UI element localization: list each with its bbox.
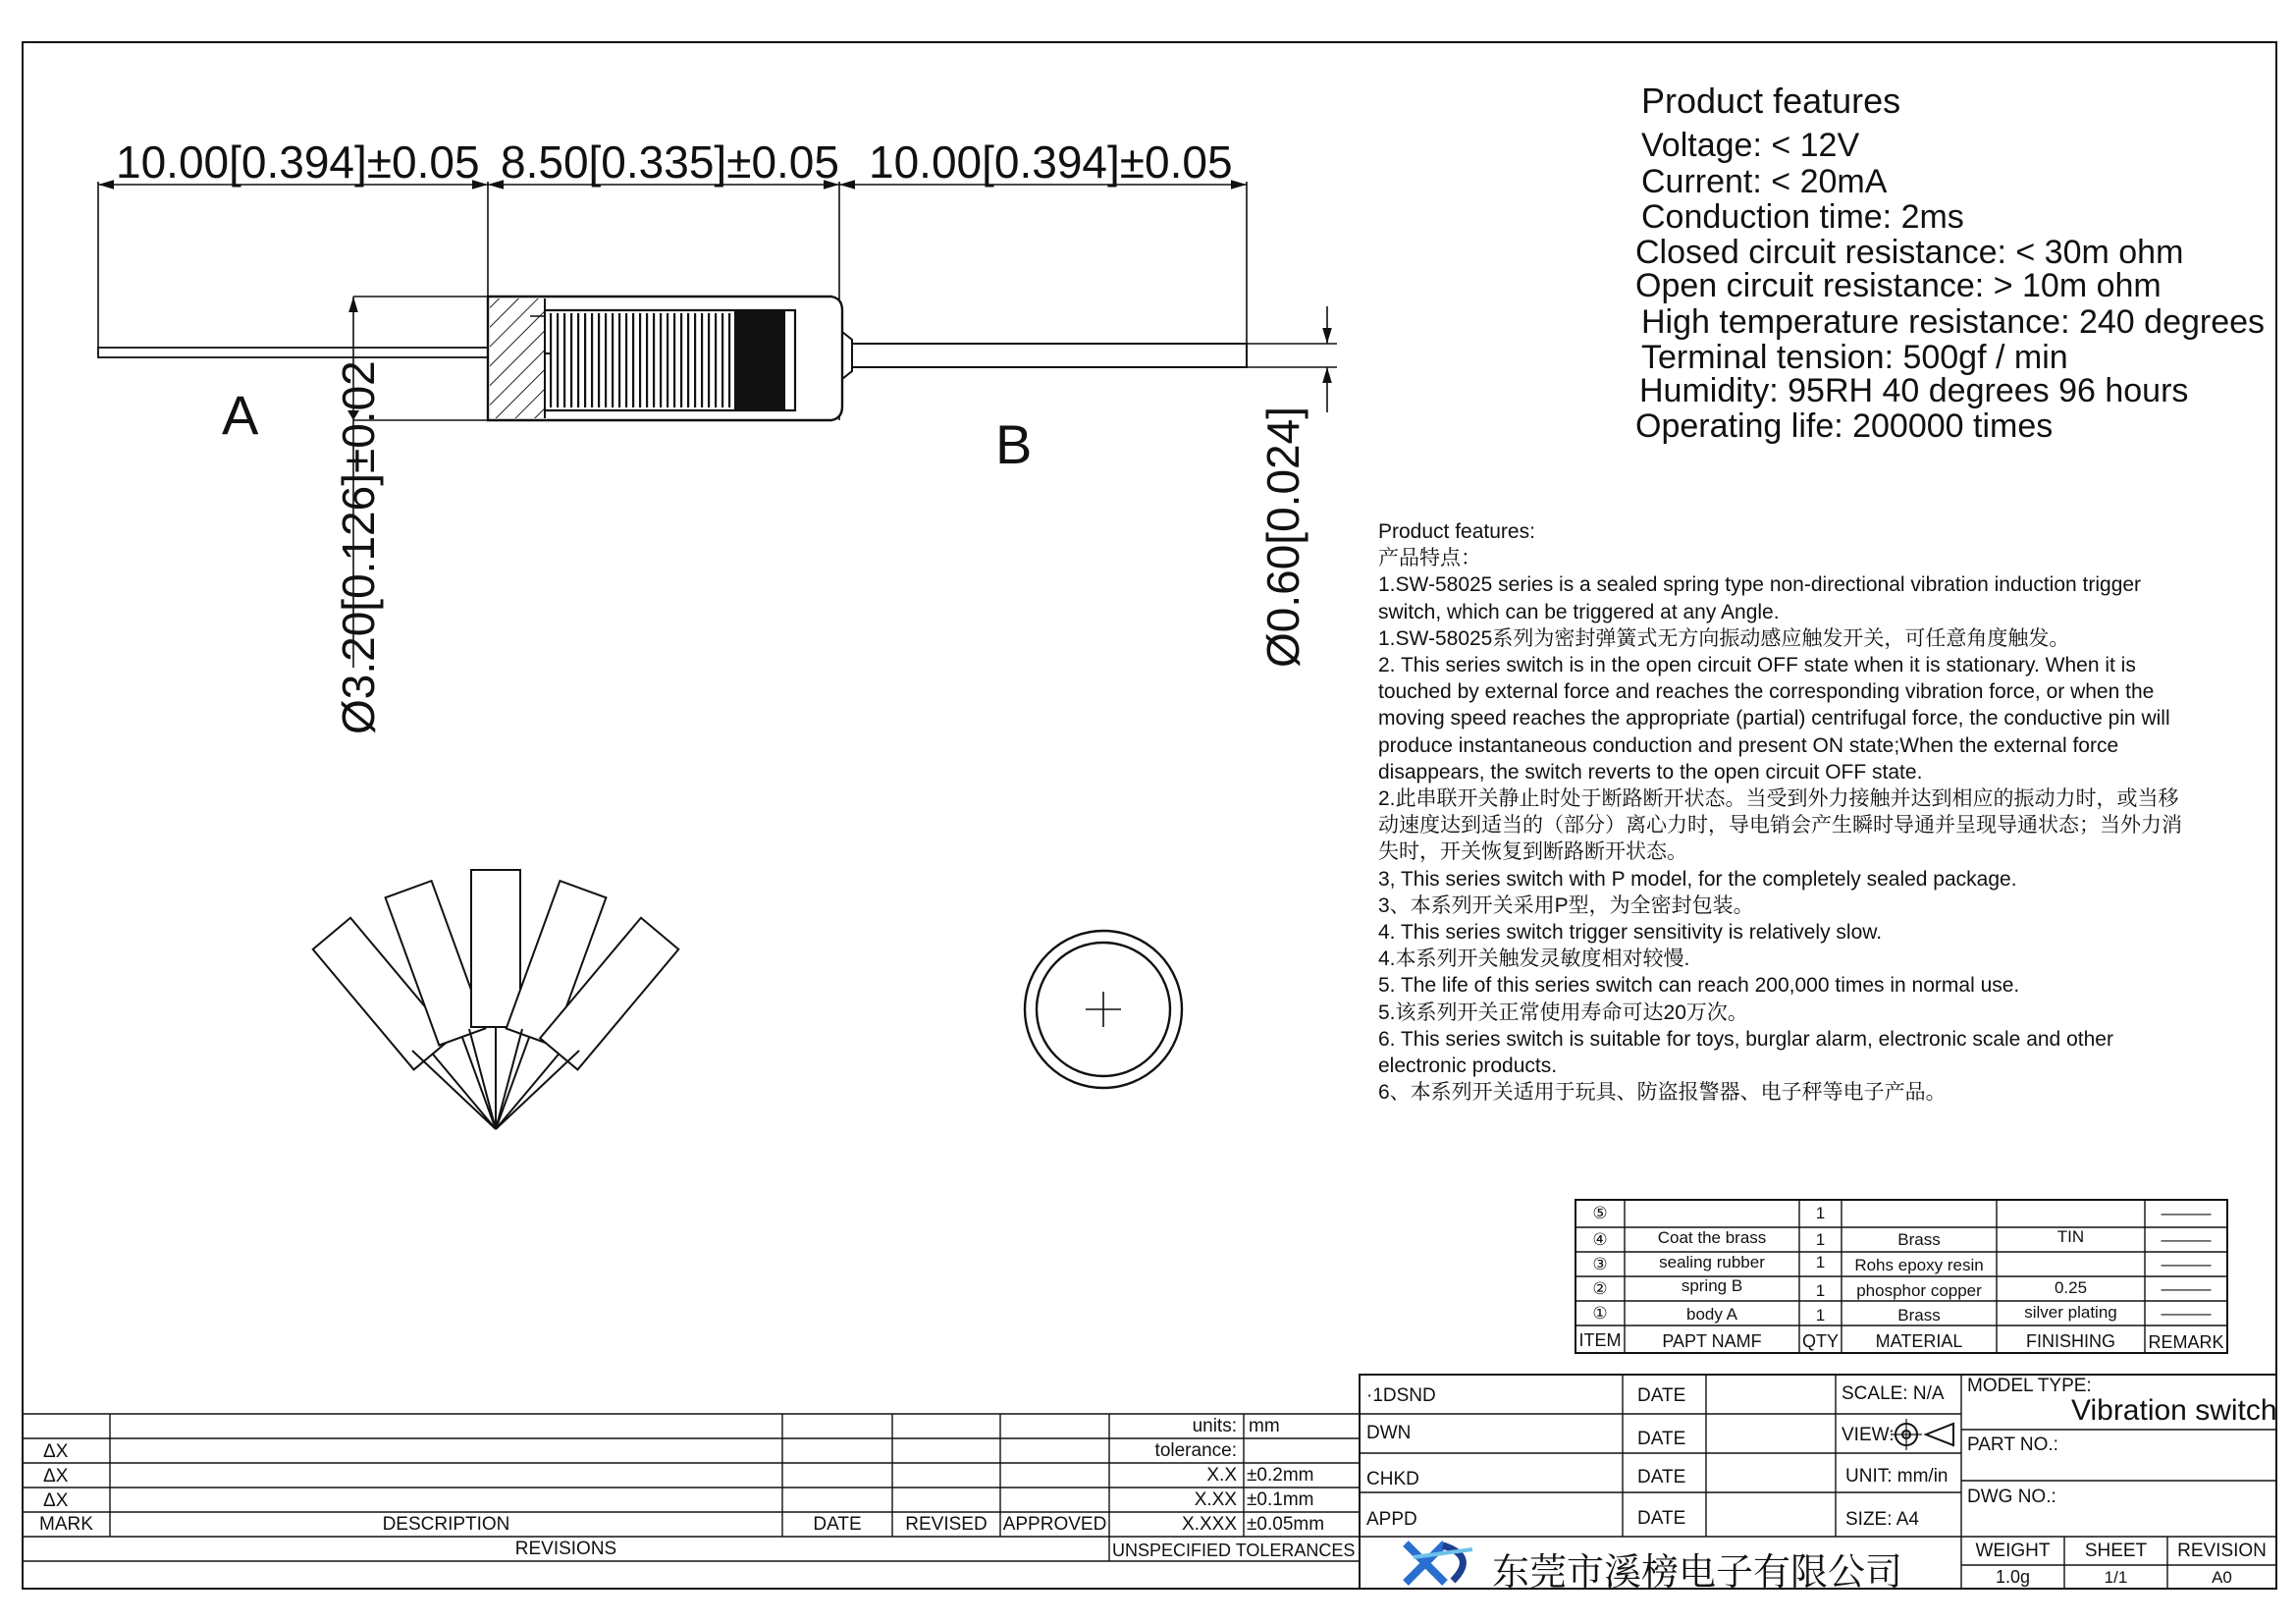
- bom-finishing-4: TIN: [2056, 1227, 2085, 1246]
- bom-part-1: body A: [1686, 1305, 1737, 1324]
- sheet-label: SHEET: [2084, 1541, 2148, 1561]
- trigger-angle-diagram: [313, 870, 679, 1145]
- desc-line: 2. This series switch is in the open circuit OFF state when it is stationary. When it is: [1378, 654, 2136, 677]
- bom-header-material: MATERIAL: [1875, 1331, 1963, 1351]
- desc-line: disappears, the switch reverts to the open circuit OFF state.: [1378, 760, 1923, 784]
- revision-label: REVISION: [2177, 1541, 2267, 1561]
- bom-material-4: Brass: [1897, 1230, 1941, 1249]
- desc-line: 4.本系列开关触发灵敏度相对较慢.: [1378, 947, 1690, 971]
- desc-line: 6、本系列开关适用于玩具、防盗报警器、电子秤等电子产品。: [1378, 1081, 1947, 1105]
- tolerance-xx-label: X.X: [1206, 1465, 1237, 1486]
- desc-line: 3、本系列开关采用P型，为全密封包装。: [1378, 893, 1754, 917]
- part-no-label: PART NO.:: [1967, 1434, 2058, 1455]
- desc-line: electronic products.: [1378, 1055, 1558, 1078]
- signoff-approved-date: DATE: [1637, 1508, 1686, 1529]
- bom-qty-3: 1: [1815, 1253, 1826, 1271]
- signoff-drawn-date: DATE: [1637, 1429, 1686, 1449]
- third-angle-projection-icon: [1891, 1419, 1953, 1450]
- bom-header-item: ITEM: [1578, 1330, 1622, 1350]
- company-logo-icon: [1406, 1543, 1472, 1583]
- revisions-header-revised: REVISED: [905, 1514, 988, 1535]
- bom-remark-1: ———: [2161, 1304, 2212, 1323]
- desc-line: switch, which can be triggered at any Angle.: [1378, 600, 1780, 623]
- bom-remark-3: ———: [2161, 1255, 2212, 1273]
- weight-label: WEIGHT: [1975, 1541, 2051, 1561]
- desc-line: 4. This series switch trigger sensitivity is relatively slow.: [1378, 921, 1883, 945]
- right-length-dimension: 10.00[0.394]±0.05: [869, 136, 1233, 188]
- feature-closed-resistance: Closed circuit resistance: < 30m ohm: [1635, 234, 2184, 271]
- bom-item-1: ①: [1592, 1304, 1608, 1323]
- desc-line: 5. The life of this series switch can reach 200,000 times in normal use.: [1378, 974, 2020, 998]
- end-a-label: A: [222, 384, 259, 446]
- size-field: SIZE: A4: [1845, 1509, 1919, 1530]
- company-name: 东莞市溪榜电子有限公司: [1492, 1550, 1903, 1594]
- bom-material-1: Brass: [1897, 1306, 1941, 1325]
- bom-material-2: phosphor copper: [1856, 1281, 1982, 1300]
- feature-temperature: High temperature resistance: 240 degrees: [1641, 303, 2266, 341]
- bom-finishing-1: silver plating: [2024, 1303, 2117, 1322]
- bom-item-2: ②: [1592, 1279, 1608, 1298]
- desc-line: 产品特点：: [1378, 547, 1481, 570]
- feature-open-resistance: Open circuit resistance: > 10m ohm: [1635, 267, 2162, 304]
- feature-operating-life: Operating life: 200000 times: [1635, 407, 2054, 445]
- bom-part-3: sealing rubber: [1659, 1253, 1765, 1271]
- bom-finishing-2: 0.25: [2054, 1278, 2088, 1297]
- weight-value: 1.0g: [1995, 1567, 2031, 1587]
- bom-item-5: ⑤: [1592, 1204, 1608, 1222]
- bom-qty-4: 1: [1815, 1230, 1826, 1249]
- tolerance-xxx-label: X.XX: [1194, 1489, 1237, 1510]
- desc-line: 1.SW-58025 series is a sealed spring type non-directional vibration induction trigger: [1378, 573, 2142, 597]
- desc-line: touched by external force and reaches the corresponding vibration force, or when the: [1378, 680, 2155, 704]
- body-length-dimension: 8.50[0.335]±0.05: [501, 136, 839, 188]
- bom-part-2: spring B: [1681, 1276, 1743, 1295]
- bom-header-finishing: FINISHING: [2025, 1331, 2115, 1351]
- desc-line: 1.SW-58025系列为密封弹簧式无方向振动感应触发开关，可任意角度触发。: [1378, 626, 2070, 650]
- revision-mark: ΔX: [43, 1490, 69, 1511]
- units-value: mm: [1249, 1416, 1280, 1436]
- bom-header-qty: QTY: [1801, 1331, 1839, 1351]
- tolerance-label: tolerance:: [1154, 1440, 1237, 1461]
- bom-remark-4: ———: [2161, 1230, 2212, 1249]
- feature-terminal-tension: Terminal tension: 500gf / min: [1641, 339, 2068, 376]
- left-length-dimension: 10.00[0.394]±0.05: [116, 136, 480, 188]
- bom-header-remark: REMARK: [2148, 1332, 2224, 1352]
- revision-value: A0: [2212, 1568, 2232, 1587]
- revision-mark: ΔX: [43, 1441, 69, 1462]
- feature-conduction-time: Conduction time: 2ms: [1641, 198, 1964, 236]
- bom-qty-5: 1: [1815, 1204, 1826, 1222]
- end-b-label: B: [995, 413, 1033, 475]
- desc-line: 2.此串联开关静止时处于断路断开状态。当受到外力接触并达到相应的振动力时，或当移: [1378, 787, 2179, 811]
- desc-line: 失时，开关恢复到断路断开状态。: [1378, 840, 1687, 864]
- revisions-header-mark: MARK: [39, 1514, 93, 1535]
- unspecified-tolerances: UNSPECIFIED TOLERANCES: [1112, 1541, 1356, 1560]
- view-field: VIEW:: [1842, 1425, 1895, 1445]
- tolerance-xxxx-value: ±0.05mm: [1247, 1514, 1325, 1535]
- bom-material-3: Rohs epoxy resin: [1854, 1256, 1984, 1274]
- end-view-circle: [1025, 931, 1182, 1088]
- bom-part-4: Coat the brass: [1657, 1228, 1767, 1247]
- desc-line: Product features:: [1378, 520, 1535, 543]
- unit-field: UNIT: mm/in: [1845, 1466, 1949, 1487]
- revisions-header-approved: APPROVED: [1002, 1514, 1107, 1535]
- bom-qty-2: 1: [1815, 1281, 1826, 1300]
- desc-line: produce instantaneous conduction and present ON state;When the external force: [1378, 733, 2119, 757]
- tolerance-xxxx-label: X.XXX: [1182, 1514, 1237, 1535]
- model-type-label: MODEL TYPE:: [1967, 1376, 2092, 1396]
- signoff-checked-date: DATE: [1637, 1467, 1686, 1488]
- signoff-checked-label: CHKD: [1366, 1469, 1419, 1489]
- tolerance-xxx-value: ±0.1mm: [1247, 1489, 1314, 1510]
- feature-current: Current: < 20mA: [1641, 163, 1888, 200]
- dwg-no-label: DWG NO.:: [1967, 1487, 2056, 1507]
- signoff-drawn-label: DWN: [1366, 1423, 1412, 1443]
- desc-line: 5.该系列开关正常使用寿命可达20万次。: [1378, 1001, 1748, 1024]
- desc-line: moving speed reaches the appropriate (partial) centrifugal force, the conductive pin will: [1378, 707, 2170, 730]
- desc-line: 动速度达到适当的（部分）离心力时，导电销会产生瞬时导通并呈现导通状态；当外力消: [1378, 814, 2182, 838]
- signoff-designed-date: DATE: [1637, 1385, 1686, 1406]
- bom-qty-1: 1: [1815, 1306, 1826, 1325]
- tolerance-xx-value: ±0.2mm: [1247, 1465, 1314, 1486]
- signoff-approved-label: APPD: [1366, 1509, 1417, 1530]
- revisions-footer: REVISIONS: [514, 1539, 617, 1559]
- revisions-header-description: DESCRIPTION: [382, 1514, 510, 1535]
- bom-remark-2: ———: [2161, 1279, 2212, 1298]
- desc-line: 3, This series switch with P model, for the completely sealed package.: [1378, 867, 2017, 891]
- bom-remark-5: ———: [2161, 1204, 2212, 1222]
- product-features-title: Product features: [1641, 81, 1901, 121]
- model-type-value: Vibration switch: [2071, 1394, 2277, 1427]
- desc-line: 6. This series switch is suitable for toys, burglar alarm, electronic scale and other: [1378, 1027, 2113, 1051]
- description-block: [1378, 518, 2182, 1106]
- bom-item-3: ③: [1592, 1255, 1608, 1273]
- signoff-designed-label: ·1DSND: [1366, 1385, 1436, 1406]
- feature-voltage: Voltage: < 12V: [1641, 127, 1860, 164]
- bom-header-part: PAPT NAMF: [1662, 1331, 1762, 1351]
- revision-mark: ΔX: [43, 1466, 69, 1487]
- revisions-header-date: DATE: [813, 1514, 862, 1535]
- scale-field: SCALE: N/A: [1842, 1383, 1945, 1404]
- switch-side-view: [98, 182, 1337, 668]
- sheet-value: 1/1: [2104, 1568, 2128, 1587]
- body-diameter-dimension: Ø3.20[0.126]±0.02: [333, 360, 384, 734]
- pin-diameter-dimension: Ø0.60[0.024]: [1257, 406, 1308, 668]
- bom-item-4: ④: [1592, 1230, 1608, 1249]
- feature-humidity: Humidity: 95RH 40 degrees 96 hours: [1639, 372, 2189, 409]
- units-label: units:: [1192, 1416, 1237, 1436]
